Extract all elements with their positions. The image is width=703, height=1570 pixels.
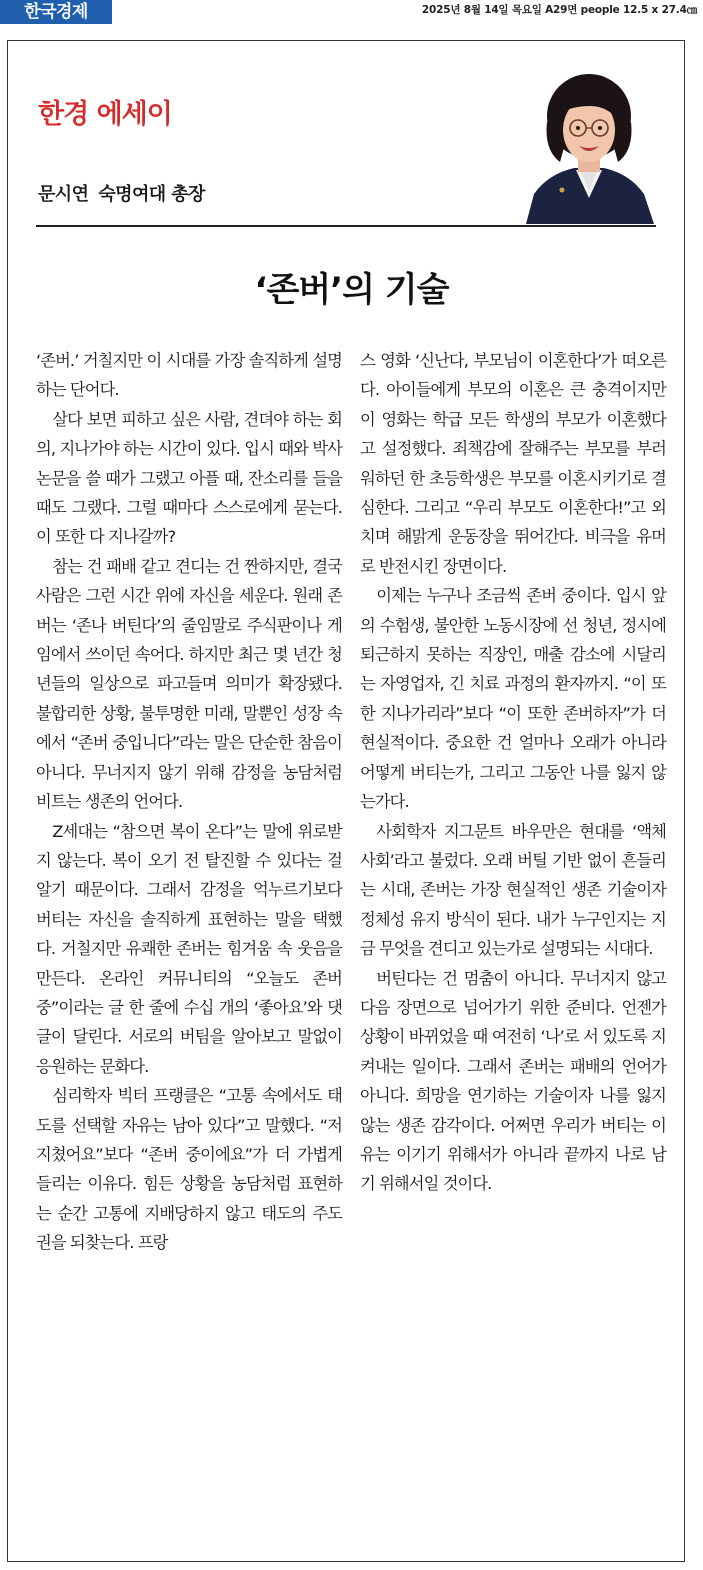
- article-paragraph: Z세대는 “참으면 복이 온다”는 말에 위로받지 않는다. 복이 오기 전 탈진할 수 있다는 걸 알기 때문이다. 그래서 감정을 억누르기보다 버티는 자신을 솔직하게 표현하는 말을 택했다. 거칠지만 유쾌한 존버는 힘겨움 속 웃음을 만든다. 온라인 커뮤니티의 “오늘도 존버 중”이라는 글 한 줄에 수십 개의 ‘좋아요’와 댓글이 달린다. 서로의 버팀을 알아보고 말없이 응원하는 문화다.: [36, 821, 342, 1076]
- author-title: 숙명여대 총장: [98, 184, 205, 205]
- article-headline: ‘존버’의 기술: [254, 270, 449, 310]
- article-paragraph: 사회학자 지그문트 바우만은 현대를 ‘액체 사회’라고 불렀다. 오래 버틸 기반 없이 흔들리는 시대, 존버는 가장 현실적인 생존 기술이자 정체성 유지 방식이 된다. 내가 누구인지는 지금 무엇을 견디고 있는가로 설명되는 시대다.: [360, 821, 666, 959]
- article-paragraph: 스 영화 ‘신난다, 부모님이 이혼한다’가 떠오른다. 아이들에게 부모의 이혼은 큰 충격이지만 이 영화는 학급 모든 학생의 부모가 이혼했다고 설정했다. 죄책감에 잘해주는 부모를 부러워하던 한 초등학생은 부모를 이혼시키기로 결심한다. 그리고 “우리 부모도 이혼한다!”고 외치며 해맑게 운동장을 뛰어간다. 비극을 유머로 반전시킨 장면이다.: [360, 351, 666, 576]
- byline: [38, 180, 215, 206]
- article-paragraph: 살다 보면 피하고 싶은 사람, 견뎌야 하는 회의, 지나가야 하는 시간이 있다. 입시 때와 박사 논문을 쓸 때가 그랬고 아플 때, 잔소리를 들을 때도 그랬다. 그럴 때마다 스스로에게 묻는다. 이 또한 다 지나갈까?: [36, 409, 342, 547]
- author-name: 문시연: [38, 184, 89, 205]
- article-paragraph: 참는 건 패배 같고 견디는 건 짠하지만, 결국 사람은 그런 시간 위에 자신을 세운다. 원래 존버는 ‘존나 버틴다’의 줄임말로 주식판이나 게임에서 쓰이던 속어다. 하지만 최근 몇 년간 청년들의 일상으로 파고들며 의미가 확장됐다. 불합리한 상황, 불투명한 미래, 말뿐인 성장 속에서 “존버 중입니다”라는 말은 단순한 참음이 아니다. 무너지지 않기 위해 감정을 농담처럼 비트는 생존의 언어다.: [36, 556, 342, 812]
- article-paragraph: 이제는 누구나 조금씩 존버 중이다. 입시 앞의 수험생, 불안한 노동시장에 선 청년, 정시에 퇴근하지 못하는 직장인, 매출 감소에 시달리는 자영업자, 긴 치료 과정의 환자까지. “이 또한 지나가리라”보다 “이 또한 존버하자”가 더 현실적이다. 중요한 건 얼마나 오래가 아니라 어떻게 버티는가, 그리고 그동안 나를 잃지 않는가다.: [360, 586, 666, 812]
- section-title: 한경 에세이: [38, 99, 172, 130]
- header-divider: [36, 225, 656, 227]
- masthead: [0, 0, 703, 30]
- publication-info: 2025년 8월 14일 목요일 A29면 people 12.5 x 27.4㎝: [421, 4, 697, 16]
- article-column-right: [360, 346, 666, 1199]
- article-paragraph: 심리학자 빅터 프랭클은 “고통 속에서도 태도를 선택할 자유는 남아 있다”고 말했다. “저 지쳤어요”보다 “존버 중이에요”가 더 가볍게 들리는 이유다. 힘든 상황을 농담처럼 표현하는 순간 고통에 지배당하지 않고 태도의 주도권을 되찾는다. 프랑: [36, 1086, 342, 1253]
- article-column-left: [36, 346, 342, 1258]
- newspaper-logo: 한국경제: [0, 0, 112, 24]
- article-paragraph: ‘존버.’ 거칠지만 이 시대를 가장 솔직하게 설명하는 단어다.: [36, 351, 342, 400]
- article-paragraph: 버틴다는 건 멈춤이 아니다. 무너지지 않고 다음 장면으로 넘어가기 위한 준비다. 언젠가 상황이 바뀌었을 때 여전히 ‘나’로 서 있도록 지켜내는 일이다. 그래서 존버는 패배의 언어가 아니다. 희망을 연기하는 기술이자 나를 잃지 않는 생존 감각이다. 어쩌면 우리가 버티는 이유는 이기기 위해서가 아니라 끝까지 나로 남기 위해서일 것이다.: [360, 968, 666, 1194]
- author-portrait-image: [518, 70, 660, 224]
